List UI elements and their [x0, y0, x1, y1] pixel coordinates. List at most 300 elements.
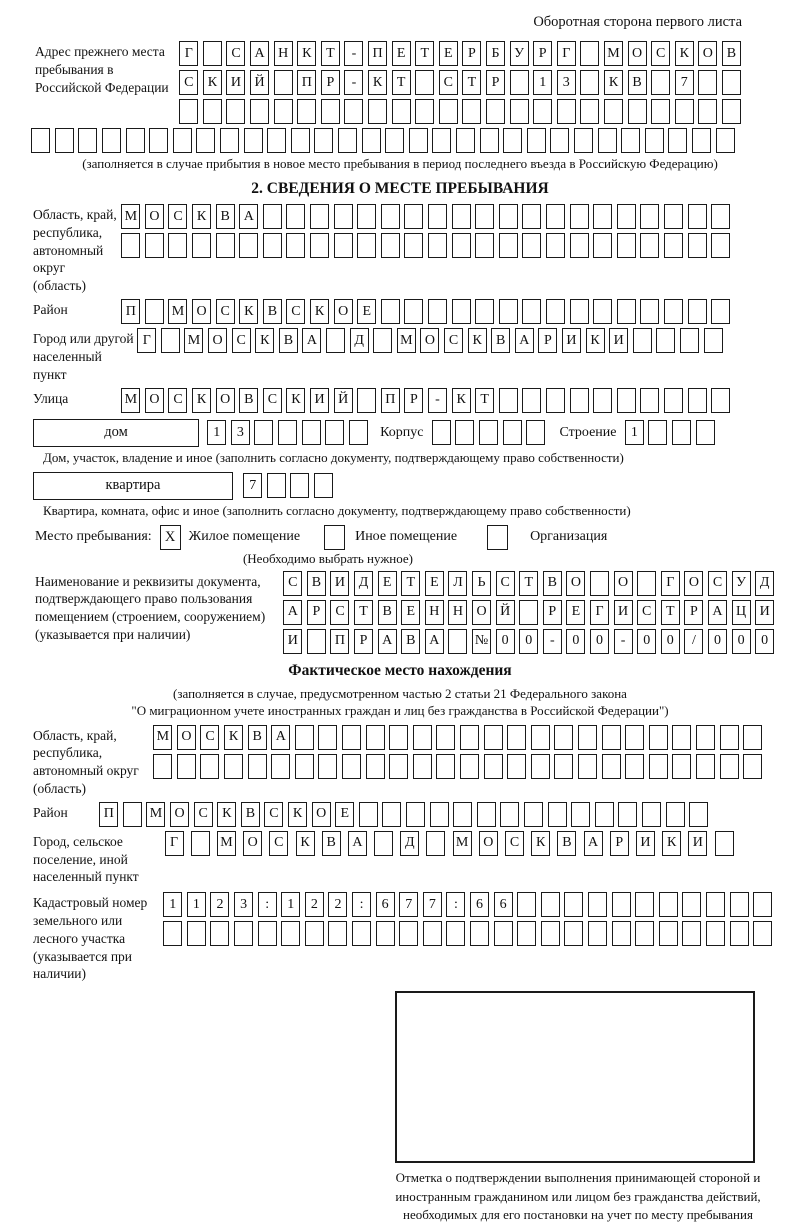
char-cell	[453, 802, 472, 827]
char-cell	[305, 921, 324, 946]
char-cell: И	[226, 70, 245, 95]
char-cell	[470, 921, 489, 946]
char-cell: С	[232, 328, 251, 353]
char-cell: 1	[187, 892, 206, 917]
char-cell: К	[662, 831, 681, 856]
section2-title: 2. СВЕДЕНИЯ О МЕСТЕ ПРЕБЫВАНИЯ	[251, 180, 549, 197]
char-cell	[344, 99, 363, 124]
char-cell: 2	[305, 892, 324, 917]
char-cell: А	[708, 600, 727, 625]
char-cell	[274, 99, 293, 124]
actual-region-row-1	[151, 725, 764, 750]
char-cell: 7	[423, 892, 442, 917]
char-cell	[373, 328, 392, 353]
char-cell: С	[226, 41, 245, 66]
char-cell	[711, 204, 730, 229]
char-cell	[239, 233, 258, 258]
char-cell: 1	[281, 892, 300, 917]
char-cell: С	[216, 299, 235, 324]
char-cell	[510, 70, 529, 95]
char-cell	[226, 99, 245, 124]
char-cell	[696, 725, 715, 750]
char-cell: -	[428, 388, 447, 413]
char-cell	[203, 41, 222, 66]
char-cell	[325, 420, 344, 445]
char-cell	[580, 99, 599, 124]
prev-address-row-1	[177, 41, 743, 66]
char-cell	[635, 921, 654, 946]
char-cell	[248, 754, 267, 779]
char-cell	[295, 754, 314, 779]
char-cell	[688, 204, 707, 229]
char-cell: С	[708, 571, 727, 596]
char-cell	[550, 128, 569, 153]
char-cell	[648, 420, 667, 445]
char-cell	[499, 299, 518, 324]
char-cell	[462, 99, 481, 124]
char-cell: С	[330, 600, 349, 625]
char-cell: Т	[415, 41, 434, 66]
char-cell: О	[334, 299, 353, 324]
char-cell	[78, 128, 97, 153]
char-cell: /	[684, 629, 703, 654]
char-cell	[381, 299, 400, 324]
char-cell	[446, 921, 465, 946]
char-cell: К	[224, 725, 243, 750]
char-cell: С	[269, 831, 288, 856]
char-cell: В	[239, 388, 258, 413]
char-cell: 2	[328, 892, 347, 917]
char-cell: В	[628, 70, 647, 95]
char-cell	[649, 725, 668, 750]
char-cell	[578, 725, 597, 750]
char-cell: Т	[354, 600, 373, 625]
char-cell: 3	[557, 70, 576, 95]
char-cell	[580, 41, 599, 66]
stay-option-organization-label: Организация	[530, 529, 608, 544]
char-cell: П	[368, 41, 387, 66]
char-cell: П	[99, 802, 118, 827]
char-cell: И	[609, 328, 628, 353]
char-cell: С	[168, 204, 187, 229]
char-cell	[593, 233, 612, 258]
char-cell	[628, 99, 647, 124]
char-cell: А	[584, 831, 603, 856]
actual-city-row	[161, 831, 737, 856]
actual-city-label: Город, сельское поселение, иной населенный пункт	[33, 833, 139, 885]
char-cell	[126, 128, 145, 153]
char-cell	[149, 128, 168, 153]
char-cell	[250, 99, 269, 124]
region-row-2	[119, 233, 732, 258]
char-cell: А	[283, 600, 302, 625]
char-cell	[524, 802, 543, 827]
char-cell	[267, 473, 286, 498]
char-cell	[571, 802, 590, 827]
prev-address-row-4	[0, 128, 800, 153]
char-cell: О	[177, 725, 196, 750]
city-row	[135, 328, 725, 353]
street-label: Улица	[33, 390, 69, 406]
char-cell	[531, 754, 550, 779]
char-cell: О	[684, 571, 703, 596]
char-cell	[698, 99, 717, 124]
cadastre-field	[0, 892, 800, 983]
char-cell: А	[239, 204, 258, 229]
char-cell: Й	[334, 388, 353, 413]
char-cell: И	[688, 831, 707, 856]
char-cell	[290, 473, 309, 498]
char-cell: 3	[231, 420, 250, 445]
char-cell	[499, 233, 518, 258]
char-cell	[374, 831, 393, 856]
char-cell: О	[145, 204, 164, 229]
char-cell: Н	[425, 600, 444, 625]
char-cell	[753, 921, 772, 946]
stay-type-field	[0, 525, 800, 550]
char-cell: 0	[519, 629, 538, 654]
char-cell	[342, 725, 361, 750]
char-cell: К	[239, 299, 258, 324]
char-cell	[436, 754, 455, 779]
char-cell	[480, 128, 499, 153]
char-cell: И	[283, 629, 302, 654]
char-cell	[274, 70, 293, 95]
char-cell	[415, 70, 434, 95]
document-row-3	[281, 629, 776, 654]
char-cell: 0	[661, 629, 680, 654]
char-cell: Т	[519, 571, 538, 596]
char-cell: Д	[755, 571, 774, 596]
cadastre-row-2	[161, 921, 774, 946]
stay-option-residential-label: Жилое помещение	[188, 529, 301, 544]
char-cell	[404, 299, 423, 324]
char-cell	[121, 233, 140, 258]
char-cell	[656, 328, 675, 353]
char-cell: В	[491, 328, 510, 353]
char-cell	[224, 754, 243, 779]
stay-checkbox-residential: X	[160, 525, 181, 550]
char-cell	[640, 388, 659, 413]
char-cell	[244, 128, 263, 153]
char-cell: К	[296, 831, 315, 856]
char-cell: 0	[590, 629, 609, 654]
char-cell: 1	[163, 892, 182, 917]
char-cell: А	[302, 328, 321, 353]
stay-note: (Необходимо выбрать нужное)	[242, 550, 414, 566]
document-field	[0, 571, 800, 654]
char-cell	[689, 802, 708, 827]
char-cell: А	[271, 725, 290, 750]
char-cell: В	[216, 204, 235, 229]
char-cell	[580, 70, 599, 95]
char-cell	[392, 99, 411, 124]
char-cell	[522, 388, 541, 413]
document-rows	[281, 571, 776, 654]
char-cell: -	[344, 70, 363, 95]
char-cell	[696, 754, 715, 779]
char-cell	[381, 204, 400, 229]
char-cell	[672, 725, 691, 750]
char-cell	[123, 802, 142, 827]
char-cell: К	[217, 802, 236, 827]
char-cell: И	[562, 328, 581, 353]
street-row	[119, 388, 732, 413]
stay-checkbox-organization	[487, 525, 508, 550]
char-cell	[722, 70, 741, 95]
char-cell: П	[121, 299, 140, 324]
document-label: Наименование и реквизиты документа, подтверждающего право пользования помещением (строением, сооружением) (указывается при наличии)	[35, 573, 266, 642]
apartment-note: Квартира, комната, офис и иное (заполнить согласно документу, подтверждающему право собственности)	[43, 502, 631, 518]
char-cell: О	[145, 388, 164, 413]
region-row-1	[119, 204, 732, 229]
char-cell	[612, 892, 631, 917]
char-cell	[753, 892, 772, 917]
char-cell	[680, 328, 699, 353]
char-cell: Р	[533, 41, 552, 66]
char-cell: 1	[207, 420, 226, 445]
char-cell	[672, 420, 691, 445]
cadastre-row-1	[161, 892, 774, 917]
char-cell: О	[566, 571, 585, 596]
char-cell	[730, 892, 749, 917]
char-cell	[281, 921, 300, 946]
apartment-box: квартира	[33, 472, 233, 500]
char-cell	[541, 892, 560, 917]
actual-district-row	[97, 802, 710, 827]
char-cell: С	[200, 725, 219, 750]
char-cell	[404, 204, 423, 229]
char-cell	[455, 420, 474, 445]
char-cell	[588, 921, 607, 946]
char-cell	[439, 99, 458, 124]
char-cell	[635, 892, 654, 917]
char-cell	[428, 204, 447, 229]
char-cell: И	[636, 831, 655, 856]
prev-address-row-3	[177, 99, 743, 124]
char-cell: У	[732, 571, 751, 596]
char-cell: Г	[179, 41, 198, 66]
char-cell	[168, 233, 187, 258]
char-cell: К	[192, 388, 211, 413]
char-cell	[633, 328, 652, 353]
actual-region-label: Область, край, республика, автономный округ (область)	[33, 727, 139, 796]
char-cell	[637, 571, 656, 596]
char-cell	[617, 204, 636, 229]
char-cell	[385, 128, 404, 153]
char-cell: К	[468, 328, 487, 353]
char-cell: Ц	[732, 600, 751, 625]
char-cell	[604, 99, 623, 124]
char-cell	[711, 299, 730, 324]
actual-region-field	[0, 725, 800, 798]
actual-district-label: Район	[33, 804, 68, 820]
char-cell	[352, 921, 371, 946]
char-cell: П	[297, 70, 316, 95]
char-cell	[258, 921, 277, 946]
house-note: Дом, участок, владение и иное (заполнить согласно документу, подтверждающему право собственности)	[43, 449, 624, 465]
char-cell	[389, 725, 408, 750]
char-cell	[588, 892, 607, 917]
char-cell: М	[184, 328, 203, 353]
char-cell	[196, 128, 215, 153]
char-cell	[664, 204, 683, 229]
char-cell: 7	[399, 892, 418, 917]
char-cell	[426, 831, 445, 856]
char-cell: С	[264, 802, 283, 827]
char-cell	[522, 204, 541, 229]
char-cell	[452, 299, 471, 324]
char-cell: О	[216, 388, 235, 413]
char-cell	[234, 921, 253, 946]
char-cell: К	[586, 328, 605, 353]
char-cell: К	[203, 70, 222, 95]
char-cell	[484, 754, 503, 779]
char-cell	[570, 299, 589, 324]
char-cell	[617, 299, 636, 324]
prev-address-field	[0, 41, 800, 124]
char-cell	[546, 299, 565, 324]
char-cell	[399, 921, 418, 946]
char-cell	[263, 233, 282, 258]
char-cell	[640, 233, 659, 258]
char-cell	[366, 725, 385, 750]
prev-address-cell-rows	[177, 41, 743, 124]
char-cell: 3	[234, 892, 253, 917]
char-cell: М	[453, 831, 472, 856]
char-cell	[570, 204, 589, 229]
char-cell	[527, 128, 546, 153]
char-cell	[649, 754, 668, 779]
char-cell	[318, 754, 337, 779]
prev-address-note: (заполняется в случае прибытия в новое место пребывания в период последнего въезда в Российскую Федерацию)	[82, 156, 718, 171]
char-cell	[574, 128, 593, 153]
char-cell: 7	[675, 70, 694, 95]
char-cell: С	[444, 328, 463, 353]
char-cell: А	[348, 831, 367, 856]
char-cell	[389, 754, 408, 779]
char-cell	[595, 802, 614, 827]
char-cell: О	[472, 600, 491, 625]
char-cell: 0	[708, 629, 727, 654]
char-cell: Р	[684, 600, 703, 625]
char-cell	[216, 233, 235, 258]
char-cell: Е	[378, 571, 397, 596]
char-cell	[716, 128, 735, 153]
char-cell: С	[194, 802, 213, 827]
char-cell: Е	[392, 41, 411, 66]
actual-city-field	[0, 831, 800, 886]
char-cell	[743, 754, 762, 779]
char-cell	[704, 328, 723, 353]
char-cell	[314, 473, 333, 498]
char-cell: О	[420, 328, 439, 353]
district-label: Район	[33, 302, 68, 318]
char-cell: С	[496, 571, 515, 596]
char-cell	[338, 128, 357, 153]
district-field	[0, 299, 800, 324]
char-cell: К	[604, 70, 623, 95]
char-cell	[475, 233, 494, 258]
char-cell	[415, 99, 434, 124]
char-cell: В	[279, 328, 298, 353]
char-cell	[163, 921, 182, 946]
char-cell: С	[263, 388, 282, 413]
char-cell	[500, 802, 519, 827]
char-cell: О	[479, 831, 498, 856]
char-cell: К	[531, 831, 550, 856]
char-cell	[720, 754, 739, 779]
char-cell: О	[312, 802, 331, 827]
char-cell	[203, 99, 222, 124]
char-cell: Е	[566, 600, 585, 625]
char-cell: 6	[470, 892, 489, 917]
cadastre-rows	[161, 892, 774, 946]
char-cell	[698, 70, 717, 95]
char-cell	[267, 128, 286, 153]
char-cell	[286, 233, 305, 258]
house-box: дом	[33, 419, 199, 447]
stroenie-cells	[623, 420, 717, 445]
char-cell: М	[121, 204, 140, 229]
char-cell: Р	[538, 328, 557, 353]
char-cell: К	[288, 802, 307, 827]
char-cell	[413, 754, 432, 779]
char-cell	[517, 921, 536, 946]
char-cell: К	[297, 41, 316, 66]
char-cell: С	[505, 831, 524, 856]
char-cell	[510, 99, 529, 124]
char-cell: В	[557, 831, 576, 856]
char-cell: :	[352, 892, 371, 917]
char-cell	[436, 725, 455, 750]
actual-note-1: (заполняется в случае, предусмотренном частью 2 статьи 21 Федерального закона	[173, 685, 627, 701]
stay-option-other-label: Иное помещение	[355, 529, 458, 544]
char-cell	[659, 892, 678, 917]
char-cell	[286, 204, 305, 229]
char-cell	[55, 128, 74, 153]
char-cell	[173, 128, 192, 153]
korpus-label: Корпус	[380, 424, 424, 440]
char-cell	[645, 128, 664, 153]
char-cell: Г	[590, 600, 609, 625]
char-cell: А	[425, 629, 444, 654]
char-cell	[533, 99, 552, 124]
char-cell	[477, 802, 496, 827]
stay-type-label: Место пребывания:	[35, 529, 152, 544]
char-cell	[621, 128, 640, 153]
char-cell: Л	[448, 571, 467, 596]
char-cell	[711, 233, 730, 258]
char-cell	[640, 299, 659, 324]
char-cell	[706, 892, 725, 917]
char-cell: Р	[543, 600, 562, 625]
stamp-note: Отметка о подтверждении выполнения принимающей стороной и иностранным гражданином или лицом без гражданства действий, необходимых для его постановки на учет по месту пребывания	[395, 1170, 761, 1223]
char-cell	[618, 802, 637, 827]
char-cell	[349, 420, 368, 445]
char-cell	[688, 233, 707, 258]
char-cell	[428, 233, 447, 258]
char-cell	[321, 99, 340, 124]
char-cell: В	[241, 802, 260, 827]
char-cell: Р	[404, 388, 423, 413]
char-cell	[612, 921, 631, 946]
char-cell: Е	[425, 571, 444, 596]
char-cell: 0	[755, 629, 774, 654]
house-field	[0, 419, 800, 447]
char-cell	[220, 128, 239, 153]
char-cell	[507, 754, 526, 779]
